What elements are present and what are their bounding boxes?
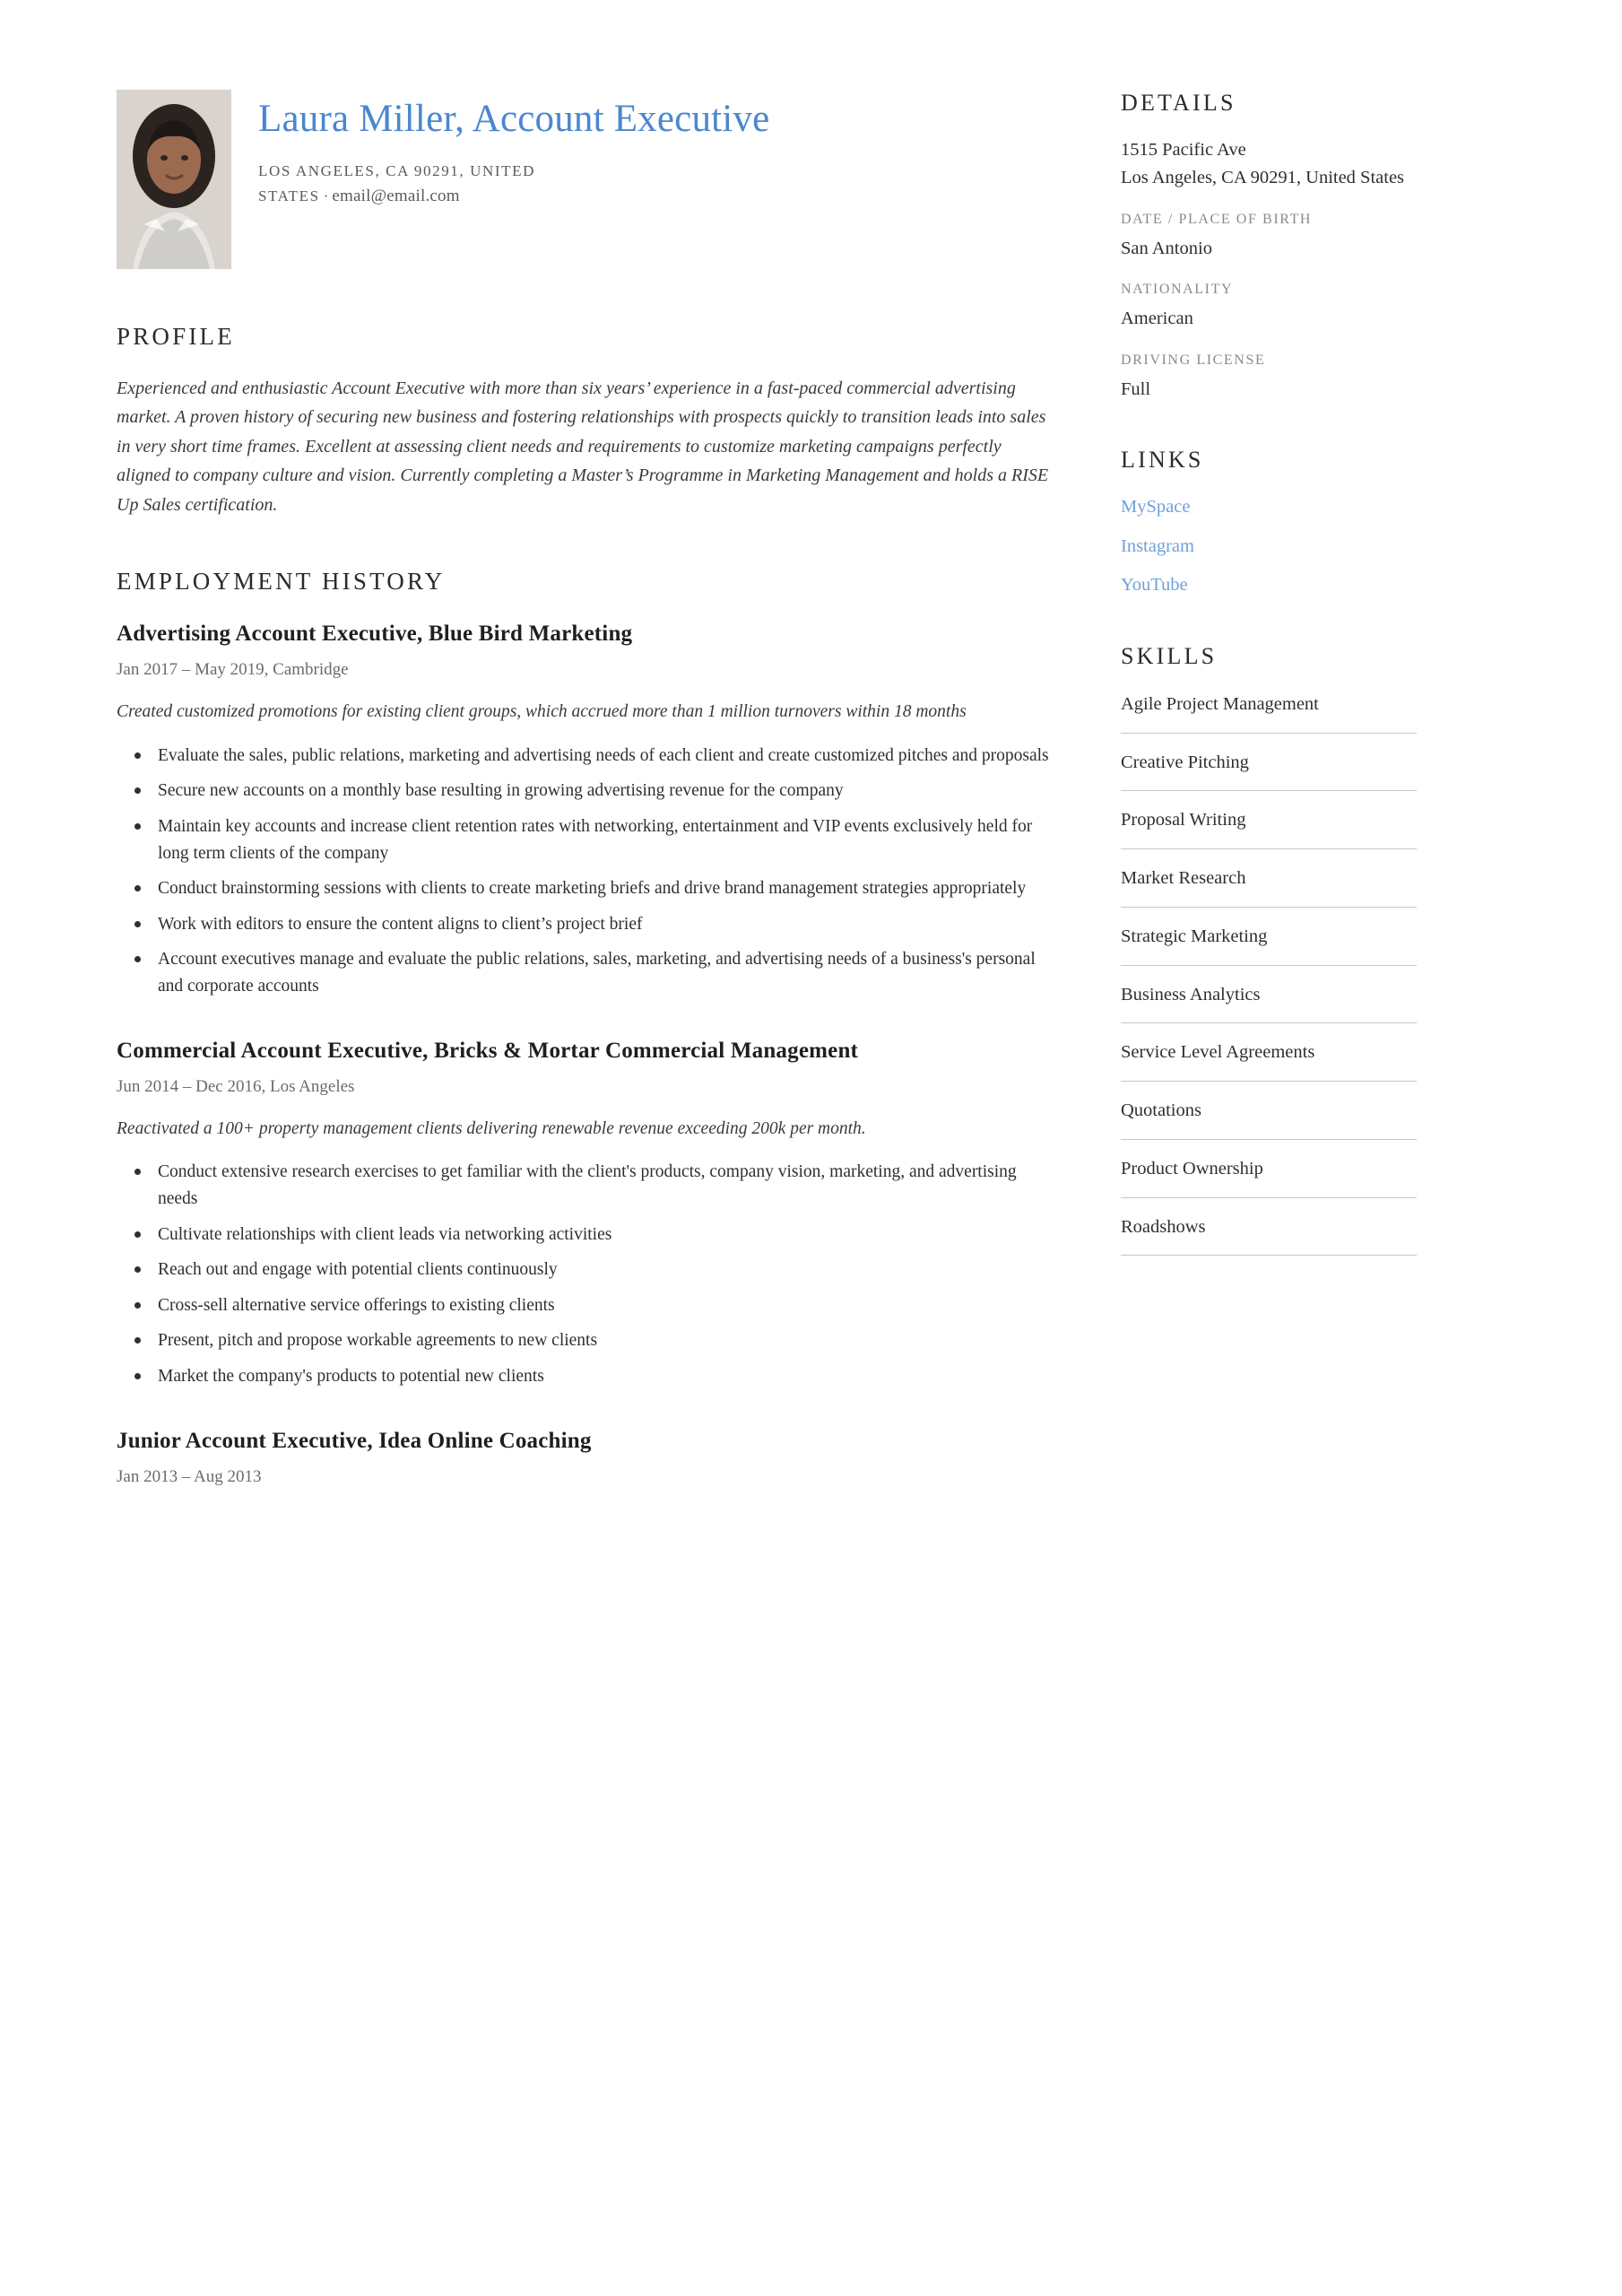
skill-item: Market Research (1121, 864, 1417, 908)
job-entry (117, 1426, 1058, 1488)
job-summary: Reactivated a 100+ property management clients delivering renewable revenue exceeding 200k per month. (117, 1119, 866, 1139)
list-item: Evaluate the sales, public relations, marketing and advertising needs of each client and create customized pitches and proposals (154, 743, 1054, 770)
job-entry (117, 619, 1058, 1000)
nationality-label: NATIONALITY (1121, 282, 1234, 298)
location-text: LOS ANGELES, CA 90291, UNITED STATES (258, 161, 535, 205)
job-summary: Created customized promotions for existing client groups, which accrued more than 1 million turnovers within 18 months (117, 702, 967, 722)
details-heading: DETAILS (1121, 90, 1236, 116)
driving-license-label: DRIVING LICENSE (1121, 352, 1266, 368)
address-line-1: 1515 Pacific Ave (1121, 140, 1246, 160)
profile-heading: PROFILE (117, 323, 235, 350)
list-item: Present, pitch and propose workable agreements to new clients (154, 1327, 1054, 1354)
skill-item: Proposal Writing (1121, 805, 1417, 849)
skill-item: Product Ownership (1121, 1154, 1417, 1198)
address-line-2: Los Angeles, CA 90291, United States (1121, 167, 1405, 187)
job-meta: Jun 2014 – Dec 2016, Los Angeles (117, 1077, 355, 1097)
job-bullets (117, 743, 1058, 1000)
list-item: Reach out and engage with potential clients continuously (154, 1257, 1054, 1283)
driving-license-value: Full (1121, 379, 1151, 399)
job-title: Advertising Account Executive, Blue Bird Marketing (117, 621, 633, 646)
list-item: Work with editors to ensure the content aligns to client’s project brief (154, 911, 1054, 938)
skill-item: Agile Project Management (1121, 690, 1417, 734)
skill-item: Quotations (1121, 1096, 1417, 1140)
job-entry (117, 1036, 1058, 1390)
list-item: Cross-sell alternative service offerings to existing clients (154, 1292, 1054, 1319)
main-column (117, 90, 1094, 1535)
skill-item: Service Level Agreements (1121, 1038, 1417, 1082)
skills-block (1121, 643, 1417, 1256)
dob-value: San Antonio (1121, 238, 1212, 258)
list-item: Maintain key accounts and increase client retention rates with networking, entertainment and VIP events exclusively held for long term clients of the company (154, 813, 1054, 866)
list-item: Account executives manage and evaluate the public relations, sales, marketing, and advertising needs of a business's personal and corporate accounts (154, 946, 1054, 999)
job-meta: Jan 2017 – May 2019, Cambridge (117, 660, 349, 680)
details-block (1121, 90, 1417, 404)
job-title: Junior Account Executive, Idea Online Coaching (117, 1428, 592, 1453)
page-title: Laura Miller, Account Executive (258, 98, 770, 140)
header-text (258, 90, 769, 211)
profile-section (117, 323, 1058, 519)
contact-separator: · (323, 187, 329, 205)
job-meta: Jan 2013 – Aug 2013 (117, 1467, 262, 1487)
list-item: Conduct brainstorming sessions with clients to create marketing briefs and drive brand management strategies appropriately (154, 875, 1054, 902)
skill-item: Roadshows (1121, 1213, 1417, 1257)
contact-line (258, 159, 680, 211)
dob-label: DATE / PLACE OF BIRTH (1121, 211, 1313, 227)
list-item: Secure new accounts on a monthly base resulting in growing advertising revenue for the company (154, 778, 1054, 804)
job-title: Commercial Account Executive, Bricks & Mortar Commercial Management (117, 1038, 859, 1063)
skill-item: Strategic Marketing (1121, 922, 1417, 966)
links-heading: LINKS (1121, 446, 1204, 473)
employment-section (117, 568, 1058, 1487)
page-columns (117, 90, 1523, 1535)
link-instagram[interactable]: Instagram (1121, 535, 1194, 556)
list-item: Conduct extensive research exercises to get familiar with the client's products, company vision, marketing, and advertising needs (154, 1159, 1054, 1212)
nationality-value: American (1121, 309, 1193, 329)
email-text[interactable]: email@email.com (332, 187, 460, 206)
link-myspace[interactable]: MySpace (1121, 496, 1191, 517)
list-item: Market the company's products to potential new clients (154, 1363, 1054, 1390)
profile-text: Experienced and enthusiastic Account Executive with more than six years’ experience in a fast-paced commercial advertising market. A proven history of securing new business and fostering relationships with prospects quickly to transition leads into sales in very short time frames. Excellent at assessing client needs and requirements to customize marketing campaigns perfectly aligned to company culture and vision. Currently completing a Master’s Programme in Marketing Management and holds a RISE Up Sales certification. (117, 378, 1049, 515)
links-block (1121, 447, 1417, 600)
list-item: Cultivate relationships with client leads via networking activities (154, 1222, 1054, 1248)
job-bullets (117, 1159, 1058, 1389)
employment-heading: EMPLOYMENT HISTORY (117, 567, 446, 595)
skill-item: Business Analytics (1121, 980, 1417, 1024)
skills-heading: SKILLS (1121, 643, 1218, 670)
link-youtube[interactable]: YouTube (1121, 575, 1188, 596)
avatar (117, 90, 231, 269)
resume-header (117, 90, 1058, 269)
skill-item: Creative Pitching (1121, 748, 1417, 792)
sidebar (1094, 90, 1417, 1299)
